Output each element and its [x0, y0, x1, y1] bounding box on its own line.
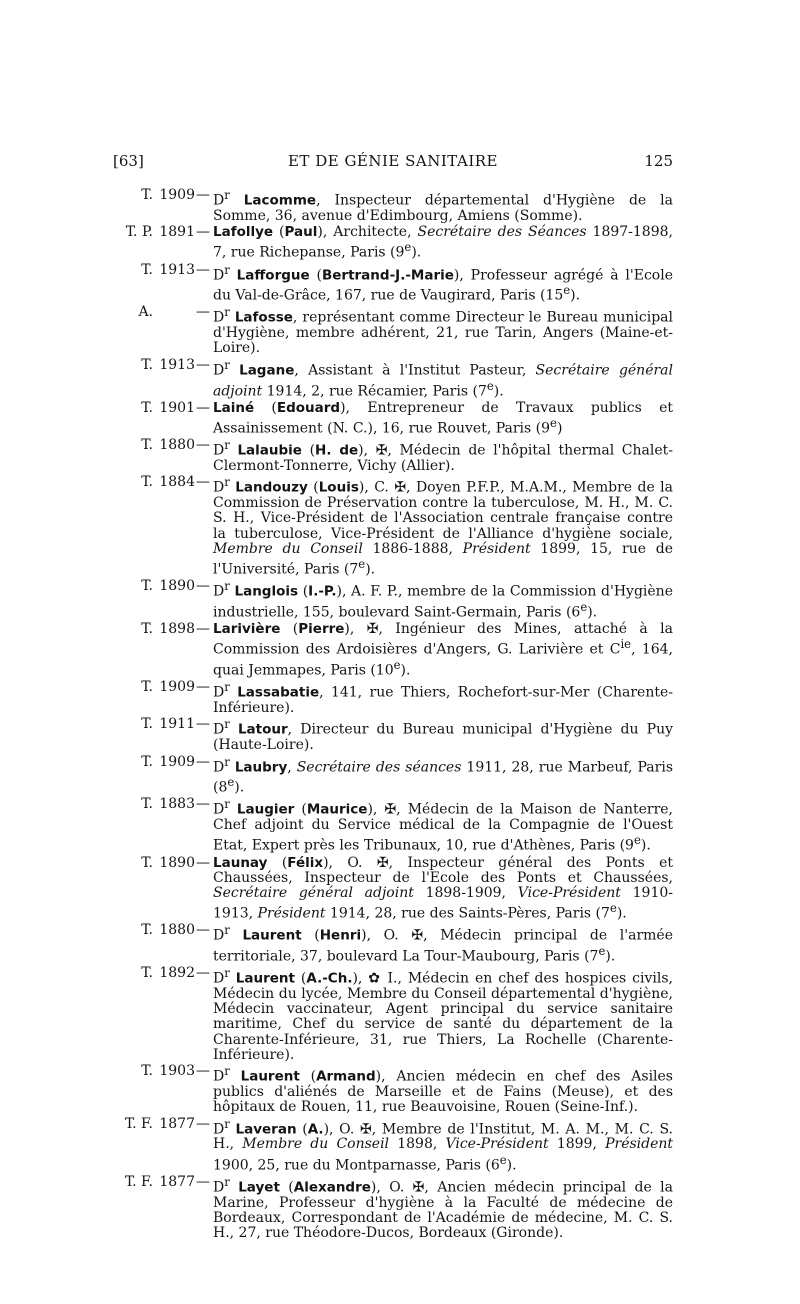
text-run: ). — [234, 780, 245, 797]
office-title: Président — [605, 1136, 674, 1153]
office-title: Membre du Conseil — [213, 540, 363, 557]
list-item — [113, 188, 673, 224]
member-name: Langlois — [234, 583, 299, 600]
superscript: r — [224, 754, 230, 769]
entry-text — [213, 305, 673, 356]
text-run — [230, 802, 237, 818]
superscript: r — [224, 475, 230, 490]
page-header — [113, 152, 673, 174]
membership-year: 1898 — [159, 620, 195, 637]
membership-code: T. — [141, 474, 153, 491]
text-run: 1910-1913, — [213, 884, 673, 922]
entry-label — [113, 1175, 213, 1190]
member-name: Lagane — [239, 362, 295, 379]
list-item — [113, 401, 673, 437]
text-run: ), O. ✠, Ancien médecin principal de la Marine, Professeur d'hygiène à la Faculté de médecine de Bordeaux, Correspondant de l'Académie de médecine, M. C. S. H., 27, rue Théodore-Ducos, Bordeaux (Gironde). — [213, 1179, 673, 1241]
text-run: D — [213, 310, 225, 327]
entry-label — [113, 856, 213, 871]
text-run: ( — [301, 442, 316, 459]
membership-code: T. — [141, 437, 153, 454]
membership-year: 1880 — [159, 922, 195, 939]
membership-year: 1892 — [159, 965, 195, 982]
dash-separator: — — [196, 261, 210, 278]
superscript: r — [224, 923, 230, 938]
member-name: Launay — [213, 854, 268, 871]
text-run — [230, 722, 238, 738]
dash-separator: — — [196, 577, 210, 594]
membership-code: T. — [141, 679, 153, 695]
text-run: ), O. ✠, Membre de l'Institut, M. A. M., M. C. S. H., — [213, 1121, 673, 1153]
entry-label — [113, 797, 213, 812]
text-run: 1897-1898, 7, rue Richepanse, Paris (9 — [213, 224, 673, 262]
member-name: Pierre — [298, 620, 345, 637]
dash-separator: — — [196, 224, 210, 241]
text-run: D — [213, 362, 225, 379]
membership-year: 1880 — [159, 437, 195, 454]
member-name: A. — [307, 1121, 324, 1138]
entry-label — [113, 188, 213, 203]
dash-separator: — — [196, 922, 210, 939]
list-item — [113, 797, 673, 854]
text-run: ). — [365, 561, 376, 578]
text-run: D — [213, 1179, 225, 1196]
text-run: ). — [400, 662, 411, 679]
membership-year: 1877 — [159, 1115, 195, 1132]
membership-code: T. — [141, 356, 153, 373]
office-title: Secrétaire général adjoint — [213, 884, 414, 901]
member-name: A.-Ch. — [306, 970, 353, 987]
list-item — [113, 475, 673, 578]
text-run: ( — [309, 267, 322, 284]
list-item — [113, 305, 673, 356]
dash-separator: — — [196, 474, 210, 491]
entry-label — [113, 579, 213, 594]
membership-year: 1891 — [159, 224, 195, 241]
office-title: Secrétaire général adjoint — [213, 362, 674, 400]
member-name: Laurent — [240, 1068, 300, 1085]
text-run: ), C. ✠, Doyen P.F.P., M.A.M., Membre de la Commission de Préservation contre la tuberculose, M. H., M. C. S. H., Vice-Président de l'Association centrale française contre la tuberculose, Vice-Président de l'Alliance d'hygiène sociale, — [213, 479, 673, 542]
list-item — [113, 225, 673, 261]
text-run: , Directeur du Bureau municipal d'Hygiène du Puy (Haute-Loire). — [213, 721, 673, 754]
superscript: e — [404, 240, 412, 255]
member-name: Larivière — [213, 620, 281, 637]
office-title: Secrétaire des Séances — [417, 224, 587, 241]
text-run: 1886-1888, — [362, 540, 463, 557]
member-name: Lainé — [213, 399, 255, 416]
text-run: ( — [279, 1179, 294, 1196]
text-run: ). — [570, 288, 581, 305]
superscript: r — [224, 578, 230, 593]
entry-label — [113, 755, 213, 770]
membership-code: T. — [141, 854, 153, 871]
text-run: , — [287, 759, 297, 776]
dash-separator: — — [196, 679, 210, 695]
text-run: ), ✠, Médecin de l'hôpital thermal Chalet-Clermont-Tonnerre, Vichy (Allier). — [213, 442, 674, 474]
text-run: ( — [299, 1068, 317, 1085]
text-run: , 164, quai Jemmapes, Paris (10 — [213, 641, 673, 679]
superscript: ie — [620, 637, 632, 652]
text-run: D — [213, 267, 225, 284]
member-name: Louis — [318, 479, 359, 496]
membership-code: T. — [141, 965, 153, 982]
text-run: 1900, 25, rue du Montparnasse, Paris (6 — [213, 1157, 500, 1174]
membership-code: T. — [141, 187, 153, 203]
text-run: ), Ancien médecin en chef des Asiles publics d'aliénés de Marseille et de Fains (Meuse), et des hôpitaux de Rouen, 11, rue Beauvoisine, Rouen (Seine-Inf.). — [213, 1068, 673, 1116]
dash-separator: — — [196, 356, 210, 373]
superscript: r — [224, 305, 230, 320]
entry-text — [213, 923, 673, 965]
entry-label — [113, 438, 213, 453]
member-name: Paul — [284, 224, 318, 241]
office-title: Membre du Conseil — [242, 1136, 390, 1153]
office-title: Président — [462, 540, 531, 557]
text-run: ), Architecte, — [317, 224, 418, 241]
list-item — [113, 856, 673, 922]
member-list — [113, 188, 673, 1242]
text-run: 1914, 28, rue des Saints-Pères, Paris (7 — [325, 905, 610, 922]
list-item — [113, 438, 673, 474]
list-item — [113, 579, 673, 621]
text-run: D — [213, 1068, 225, 1085]
membership-year: 1913 — [159, 356, 195, 373]
member-name: H. de — [315, 442, 359, 459]
text-run: 1898, — [389, 1136, 446, 1153]
list-item — [113, 1117, 673, 1174]
dash-separator: — — [196, 1115, 210, 1132]
text-run: , 141, rue Thiers, Rochefort-sur-Mer (Charente-Inférieure). — [213, 684, 673, 716]
superscript: r — [224, 1064, 230, 1079]
member-name: Armand — [316, 1068, 376, 1085]
list-item — [113, 923, 673, 965]
membership-code: T. — [141, 620, 153, 637]
text-run: D — [213, 721, 225, 738]
entry-text — [213, 680, 673, 716]
superscript: r — [224, 717, 230, 732]
entry-text — [213, 755, 673, 797]
superscript: r — [224, 262, 230, 277]
superscript: e — [563, 283, 571, 298]
dash-separator: — — [196, 965, 210, 982]
membership-year: 1890 — [159, 577, 195, 594]
text-run: ). — [605, 948, 616, 965]
text-run: , Inspecteur départemental d'Hygiène de la Somme, 36, avenue d'Edimbourg, Amiens (Somme). — [213, 192, 673, 224]
entry-text — [213, 1117, 673, 1174]
entry-text — [213, 225, 673, 261]
entry-label — [113, 263, 213, 278]
member-name: Maurice — [306, 802, 368, 819]
text-run: 1898-1909, — [413, 884, 518, 901]
text-run: , représentant comme Directeur le Bureau municipal d'Hygiène, membre adhérent, 21, rue Tarin, Angers (Maine-et-Loire). — [213, 310, 673, 357]
text-run — [230, 363, 239, 379]
dash-separator: — — [196, 753, 210, 770]
entry-label — [113, 225, 213, 240]
text-run: ), ✠, Ingénieur des Mines, attaché à la Commission des Ardoisières d'Angers, G. Larivière et C — [213, 620, 673, 658]
membership-code: T. — [141, 261, 153, 278]
text-run: 1914, 2, rue Récamier, Paris (7 — [262, 383, 487, 400]
entry-text — [213, 438, 673, 474]
member-name: Lafollye — [213, 224, 274, 241]
entry-label — [113, 1117, 213, 1132]
text-run: ( — [296, 1121, 308, 1138]
text-run: ( — [254, 399, 277, 416]
entry-text — [213, 1175, 673, 1241]
membership-code: T. — [141, 716, 153, 733]
membership-code: A. — [138, 304, 153, 321]
text-run: ), Professeur agrégé à l'Ecole du Val-de-Grâce, 167, rue de Vaugirard, Paris (15 — [213, 267, 673, 305]
text-run: ). — [411, 245, 422, 262]
text-run: D — [213, 970, 225, 987]
text-run: 1899, — [548, 1136, 606, 1153]
membership-code: T. F. — [124, 1173, 153, 1190]
superscript: e — [499, 1152, 507, 1167]
member-name: Bertrand-J.-Marie — [321, 267, 454, 284]
dash-separator: — — [196, 304, 210, 321]
membership-year: 1909 — [159, 679, 195, 695]
superscript: e — [598, 944, 606, 959]
superscript: e — [486, 378, 494, 393]
member-name: Latour — [237, 721, 288, 738]
text-run: ), A. F. P., membre de la Commission d'Hygiène industrielle, 155, boulevard Saint-Germain, Paris (6 — [213, 583, 673, 621]
member-name: I.-P. — [308, 583, 337, 600]
list-item — [113, 680, 673, 716]
member-name: Laurent — [242, 927, 302, 944]
superscript: e — [633, 833, 641, 848]
office-title: Président — [257, 905, 326, 922]
text-run: ). — [640, 838, 651, 855]
entry-text — [213, 797, 673, 854]
membership-year: 1903 — [159, 1063, 195, 1080]
dash-separator: — — [196, 1063, 210, 1080]
membership-code: T. — [141, 753, 153, 770]
entry-text — [213, 717, 673, 753]
text-run: D — [213, 802, 225, 819]
text-run — [230, 928, 243, 944]
entry-label — [113, 622, 213, 637]
superscript: e — [550, 415, 557, 430]
text-run: ), ✠, Médecin de la Maison de Nanterre, Chef adjoint du Service médical de la Compagnie de l'Ouest Etat, Expert près les Tribunaux, 10, rue d'Athènes, Paris (9 — [213, 802, 673, 855]
membership-code: T. F. — [124, 1115, 153, 1132]
text-run: ), O. ✠, Médecin principal de l'armée territoriale, 37, boulevard La Tour-Maubourg, Paris (7 — [213, 927, 673, 965]
superscript: r — [224, 966, 230, 981]
membership-code: T. — [141, 796, 153, 813]
list-item — [113, 966, 673, 1063]
text-run: D — [213, 759, 225, 776]
text-run: D — [213, 192, 225, 209]
list-item — [113, 358, 673, 400]
member-name: Félix — [287, 854, 324, 871]
text-run: ( — [298, 583, 309, 600]
superscript: r — [224, 357, 230, 372]
text-run: 1911, 28, rue Marbeuf, Paris (8 — [213, 759, 673, 797]
entry-text — [213, 1064, 673, 1115]
list-item — [113, 717, 673, 753]
entry-text — [213, 263, 673, 305]
text-run: ). — [493, 383, 504, 400]
member-name: Laugier — [236, 802, 295, 819]
text-run — [230, 267, 237, 283]
text-run — [230, 1179, 238, 1195]
office-title: Vice-Président — [445, 1136, 549, 1153]
membership-code: T. — [141, 1063, 153, 1080]
member-name: Edouard — [276, 399, 341, 416]
membership-year: 1913 — [159, 261, 195, 278]
text-run: ( — [307, 479, 319, 496]
text-run: ). — [587, 604, 598, 621]
list-item — [113, 263, 673, 305]
text-run: ), ✿ I., Médecin en chef des hospices civils, Médecin du lycée, Membre du Conseil départemental d'hygiène, Médecin vaccinateur, Agent principal du service sanitaire maritime, Chef du service de santé du département de la Charente-Inférieure, 31, rue Thiers, La Rochelle (Charente-Inférieure). — [213, 970, 673, 1063]
entry-label — [113, 1064, 213, 1079]
member-name: Lafforgue — [236, 267, 310, 284]
membership-year: 1883 — [159, 796, 195, 813]
text-run: ( — [280, 620, 299, 637]
text-run: ( — [301, 927, 320, 944]
dash-separator: — — [196, 620, 210, 637]
entry-text — [213, 358, 673, 400]
membership-year: 1911 — [159, 716, 195, 733]
list-item — [113, 1064, 673, 1115]
superscript: r — [224, 1174, 230, 1189]
membership-code: T. P. — [125, 224, 153, 241]
superscript: e — [580, 599, 588, 614]
entry-text — [213, 188, 673, 224]
superscript: e — [609, 901, 617, 916]
dash-separator: — — [196, 854, 210, 871]
member-name: Alexandre — [293, 1179, 371, 1196]
text-run: D — [213, 1121, 225, 1138]
text-run: ) — [556, 420, 563, 437]
list-item — [113, 755, 673, 797]
member-name: Laubry — [234, 759, 288, 776]
running-title: ET DE GÉNIE SANITAIRE — [287, 152, 498, 170]
entry-label — [113, 358, 213, 373]
member-name: Laveran — [235, 1121, 297, 1138]
text-run: D — [213, 927, 225, 944]
superscript: e — [227, 775, 235, 790]
membership-code: T. — [141, 577, 153, 594]
membership-code: T. — [141, 399, 153, 416]
entry-text — [213, 579, 673, 621]
text-run — [230, 1069, 241, 1085]
superscript: r — [224, 797, 230, 812]
dash-separator: — — [196, 716, 210, 733]
superscript: r — [224, 680, 230, 694]
member-name: Lafosse — [234, 310, 293, 327]
entry-label — [113, 966, 213, 981]
entry-label — [113, 401, 213, 416]
text-run: D — [213, 684, 225, 701]
superscript: e — [358, 556, 366, 571]
text-run: ). — [616, 905, 627, 922]
membership-code: T. — [141, 922, 153, 939]
dash-separator: — — [196, 796, 210, 813]
member-name: Henri — [319, 927, 362, 944]
member-name: Layet — [238, 1179, 280, 1196]
text-run: ), O. ✠, Inspecteur général des Ponts et Chaussées, Inspecteur de l'Ecole des Ponts et Chaussées, — [213, 854, 673, 886]
membership-year: 1901 — [159, 399, 195, 416]
entry-label — [113, 475, 213, 490]
text-run: D — [213, 479, 225, 496]
member-name: Laurent — [235, 970, 295, 987]
dash-separator: — — [196, 399, 210, 416]
superscript: e — [393, 657, 401, 672]
text-run — [230, 193, 244, 209]
superscript: r — [224, 1116, 230, 1131]
office-title: Vice-Président — [517, 884, 621, 901]
entry-label — [113, 923, 213, 938]
dash-separator: — — [196, 437, 210, 454]
list-item — [113, 622, 673, 679]
text-run: D — [213, 583, 225, 600]
text-run: ). — [506, 1157, 517, 1174]
membership-year: 1909 — [159, 753, 195, 770]
page-ref: [63] — [113, 152, 144, 170]
entry-label — [113, 680, 213, 695]
dash-separator: — — [196, 187, 210, 203]
text-run: ( — [273, 224, 285, 241]
superscript: r — [224, 438, 230, 453]
text-run: , Assistant à l'Institut Pasteur, — [294, 362, 536, 379]
entry-label — [113, 717, 213, 732]
entry-text — [213, 475, 673, 578]
text-run: 1899, 15, rue de l'Université, Paris (7 — [213, 540, 674, 578]
entry-label — [113, 305, 213, 320]
member-name: Lacomme — [243, 192, 317, 209]
text-run: ( — [294, 802, 307, 819]
text-run: D — [213, 442, 225, 459]
entry-text — [213, 856, 673, 922]
member-name: Lassabatie — [237, 684, 320, 701]
membership-year: 1890 — [159, 854, 195, 871]
superscript: r — [224, 188, 230, 202]
entry-text — [213, 622, 673, 679]
membership-year: 1877 — [159, 1173, 195, 1190]
list-item — [113, 1175, 673, 1241]
page-number: 125 — [644, 152, 673, 170]
membership-year: 1884 — [159, 474, 195, 491]
text-run: ( — [294, 970, 307, 987]
office-title: Secrétaire des séances — [296, 759, 462, 776]
entry-text — [213, 401, 673, 437]
member-name: Landouzy — [235, 479, 308, 496]
membership-year: 1909 — [159, 187, 195, 203]
text-run: ), Entrepreneur de Travaux publics et Assainissement (N. C.), 16, rue Rouvet, Paris (9 — [213, 399, 673, 437]
member-name: Lalaubie — [237, 442, 302, 459]
entry-text — [213, 966, 673, 1063]
dash-separator: — — [196, 1173, 210, 1190]
text-run: ( — [267, 854, 288, 871]
